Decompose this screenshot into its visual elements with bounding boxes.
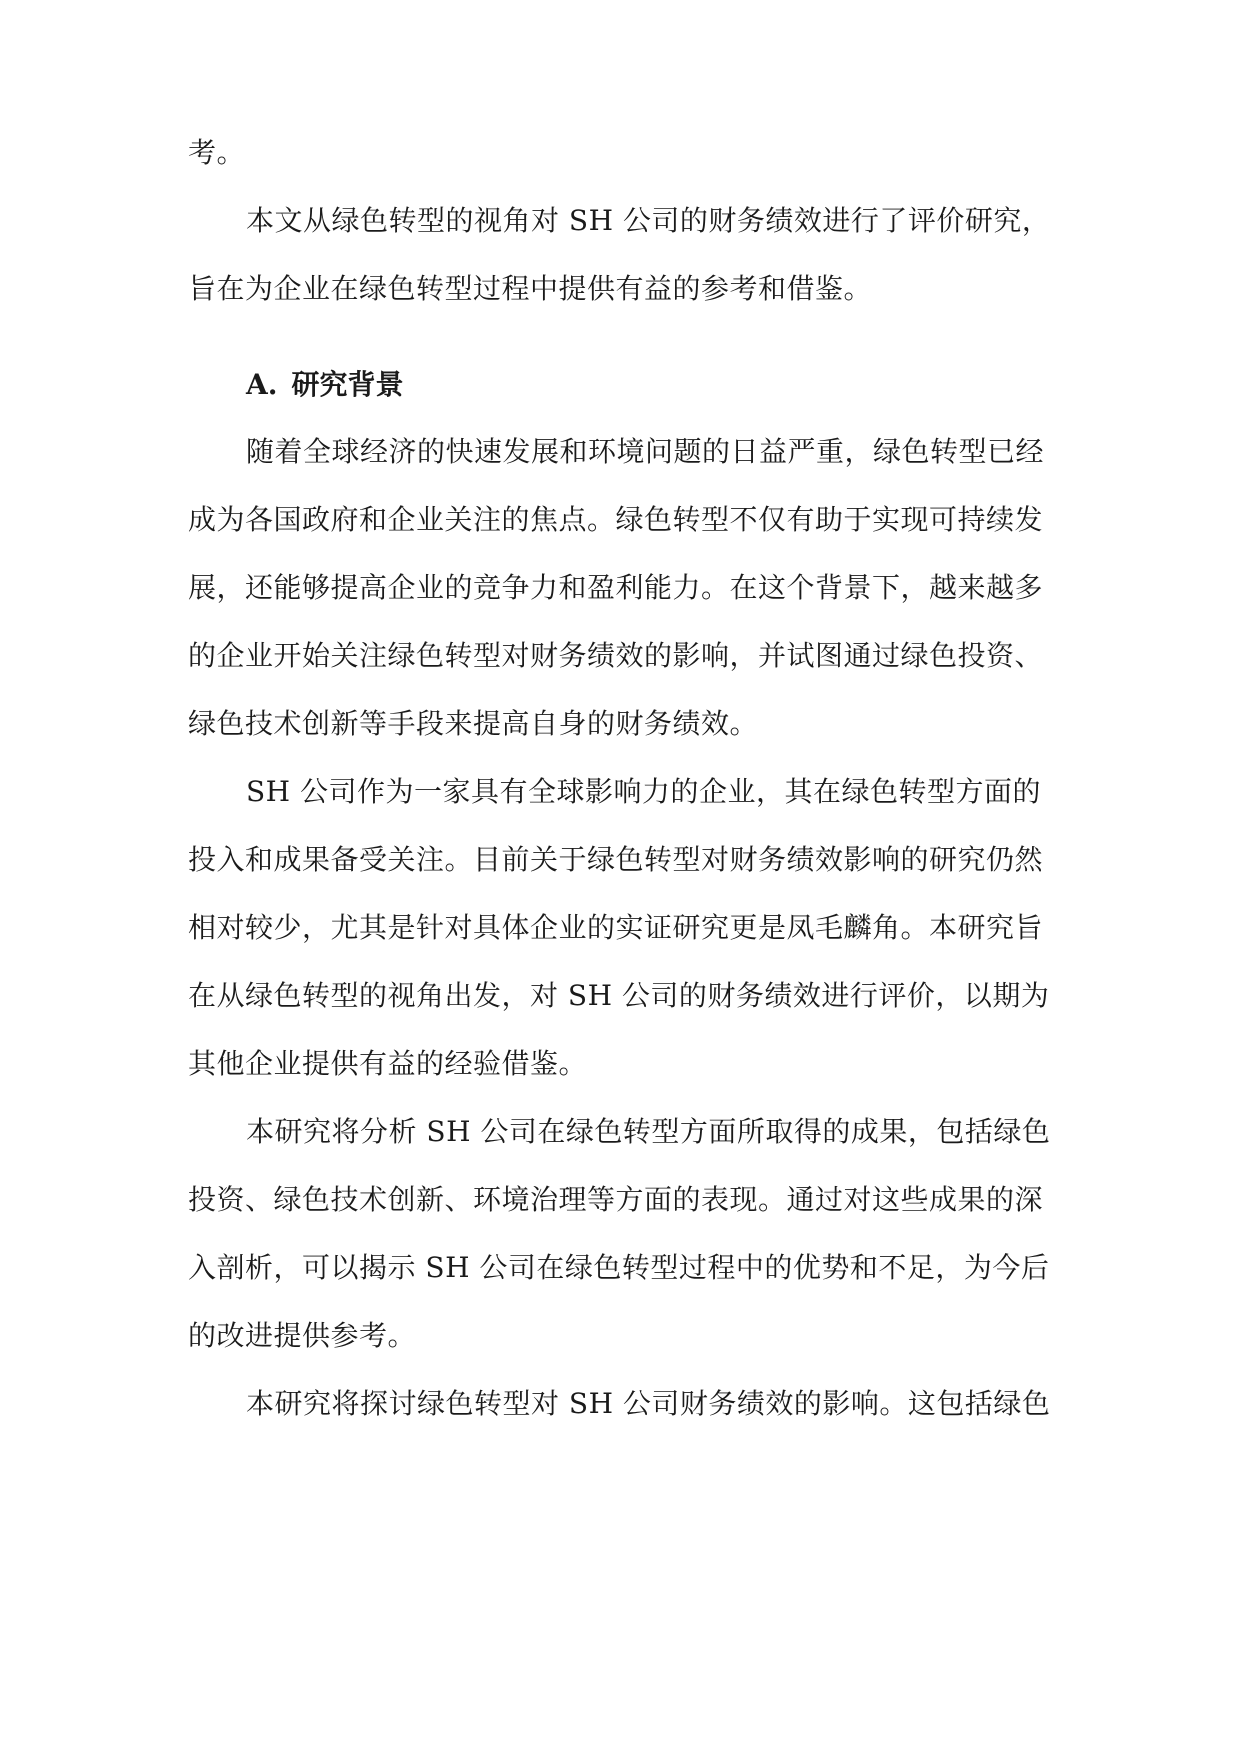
text-line: 本研究将探讨绿色转型对 SH 公司财务绩效的影响。这包括绿色 (246, 1387, 1051, 1420)
section-number: A. (246, 368, 278, 401)
text-line: 本研究将分析 SH 公司在绿色转型方面所取得的成果，包括绿色 (246, 1115, 1051, 1148)
text-line: 的改进提供参考。 (188, 1319, 417, 1352)
text-line: 在从绿色转型的视角出发，对 SH 公司的财务绩效进行评价，以期为 (188, 979, 1050, 1012)
text-line: 入剖析，可以揭示 SH 公司在绿色转型过程中的优势和不足，为今后 (188, 1251, 1050, 1284)
text-line: 展，还能够提高企业的竞争力和盈利能力。在这个背景下，越来越多 (188, 571, 1044, 604)
section-title: 研究背景 (291, 368, 404, 401)
text-line: 考。 (188, 136, 246, 169)
text-line: 其他企业提供有益的经验借鉴。 (188, 1047, 588, 1080)
text-line: 本文从绿色转型的视角对 SH 公司的财务绩效进行了评价研究， (246, 204, 1051, 237)
text-line: 绿色技术创新等手段来提高自身的财务绩效。 (188, 707, 759, 740)
text-line: SH 公司作为一家具有全球影响力的企业，其在绿色转型方面的 (246, 775, 1042, 808)
text-line: 成为各国政府和企业关注的焦点。绿色转型不仅有助于实现可持续发 (188, 503, 1044, 536)
text-line: 投入和成果备受关注。目前关于绿色转型对财务绩效影响的研究仍然 (188, 843, 1044, 876)
section-heading (246, 365, 404, 405)
text-line: 相对较少，尤其是针对具体企业的实证研究更是凤毛麟角。本研究旨 (188, 911, 1044, 944)
text-line: 的企业开始关注绿色转型对财务绩效的影响，并试图通过绿色投资、 (188, 639, 1044, 672)
text-line: 随着全球经济的快速发展和环境问题的日益严重，绿色转型已经 (246, 435, 1045, 468)
text-line: 旨在为企业在绿色转型过程中提供有益的参考和借鉴。 (188, 272, 873, 305)
text-line: 投资、绿色技术创新、环境治理等方面的表现。通过对这些成果的深 (188, 1183, 1044, 1216)
